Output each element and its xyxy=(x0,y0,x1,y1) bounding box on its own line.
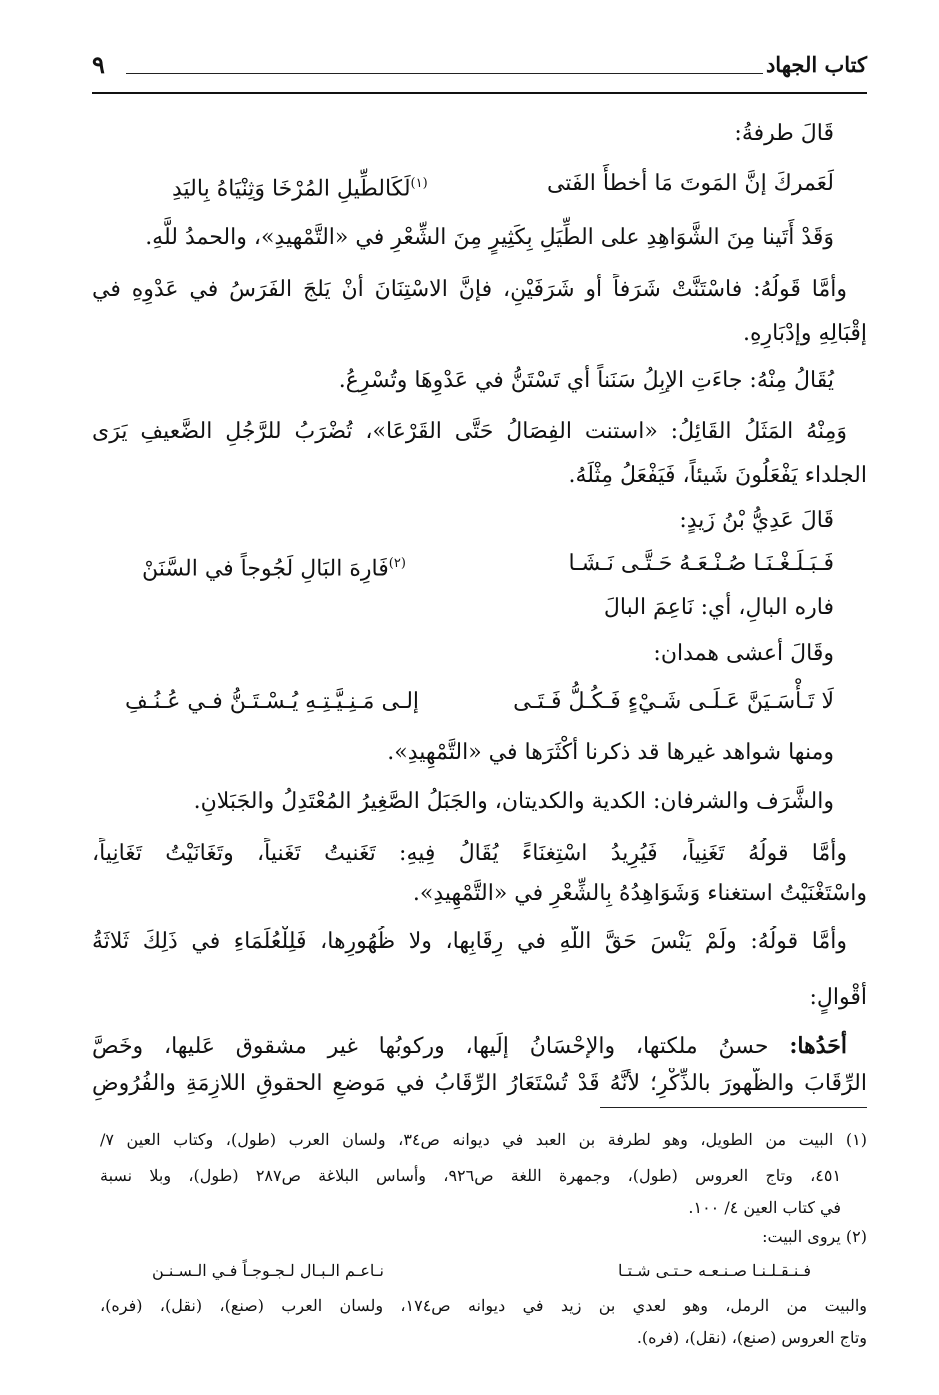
text-line: الجلداء يَفْعَلُونَ شَيئاً، فَيَفْعَلُ مِثْلَهُ. xyxy=(568,463,867,488)
text-line: أقْوالٍ: xyxy=(809,985,867,1010)
text-line: قَالَ عَدِيُّ بْنُ زَيدٍ: xyxy=(679,508,834,533)
enumeration-label: أحَدُها: xyxy=(789,1033,847,1059)
footnote-separator xyxy=(600,1107,867,1108)
text-line: فاره البالِ، أي: نَاعِمَ البالَ xyxy=(603,595,834,620)
header-dash-rule xyxy=(126,73,763,74)
text-line: أحَدُها: حسنُ ملكتها، والإحْسَانُ إلَيها، وركوبُها غير مشقوق عَليها، وخَصَّ xyxy=(92,1033,847,1059)
text-line: إقْبَالِهِ وإدْبَارِهِ. xyxy=(743,321,867,346)
footnote-verse-second-hemistich: نـاعـم الـبـال لـجـوجـاً فـي الـسـنـن xyxy=(152,1261,384,1280)
text-line: وَقَدْ أَتَينا مِنَ الشَّوَاهِدِ على الطِّيَلِ بِكَثِيرٍ مِنَ الشِّعْرِ في «التَّمْهيدِ»، والحمدُ للَّهِ. xyxy=(145,225,834,250)
verse-3-second-hemistich: إلـى مَـنِـيَّـتِـهِ يُـسْـتَـنُّ فـي عُـنُـفِ xyxy=(125,689,420,714)
footnote-line: (١) البيت من الطويل، وهو لطرفة بن العبد في ديوانه ص٣٤، ولسان العرب (طول)، وكتاب العين ٧/ xyxy=(100,1130,867,1149)
text-line: وقَالَ أعشى همدان: xyxy=(653,641,834,666)
book-title: كتاب الجهاد xyxy=(765,52,867,77)
verse-1-second-hemistich: $^{(١)}$لَكَالطِّيلِ المُرْخَا وَثِنْيَاهُ بِاليَدِ xyxy=(172,176,428,202)
header-divider xyxy=(92,92,867,94)
verse-1-first-hemistich: لَعَمركَ إنَّ المَوتَ مَا أخطأَ الفَتى xyxy=(546,171,834,196)
text-line: وأمَّا قولُهُ تَغَنِياً، فَيُرِيدُ اسْتِغنَاءً يُقَالُ فِيهِ: تَغَنيتُ تَغَنياً، وتَغَانَيْتُ تَغَانِياً، xyxy=(92,841,847,866)
text-line: الرِّقَابَ والظُّهورَ بالذِّكْرِ؛ لأنَّهُ قَدْ تُسْتَعَارُ الرِّقَابُ في مَوضعِ الحقوقِ اللازِمَةِ والفُرُوضِ xyxy=(92,1071,867,1096)
footnote-ref-1: (١) xyxy=(410,176,428,191)
footnote-verse-first-hemistich: فـنـقـلـنـا صـنـعـه حـتـى شـتـا xyxy=(618,1261,811,1280)
text-line: وأمَّا قَولُهُ: فاسْتَنَّتْ شَرَفاً أو شَرَفَيْنِ، فإنَّ الاسْتِنَانَ أنْ يَلجَ الفَرَسُ في عَدْوِهِ في xyxy=(92,277,847,302)
footnote-line: ٤٥١، وتاج العروس (طول)، وجمهرة اللغة ص٩٢٦، وأساس البلاغة ص٢٨٧ (طول)، وبلا نسبة xyxy=(100,1166,841,1185)
text-line: ومنها شواهد غيرها قد ذكرنا أكْثَرَها في «التَّمْهِيدِ». xyxy=(387,740,834,765)
text-line: وأمَّا قولُهُ: ولَمْ يَنْسَ حَقَّ اللَّهِ في رِقَابِها، ولا ظُهُورِها، فَلِلْعُلَمَاءِ في ذَلِكَ ثَلاثَةُ xyxy=(92,929,847,954)
footnote-line: وتاج العروس (صنع)، (نقل)، (فره). xyxy=(636,1328,867,1347)
verse-2-second-hemistich: $^{(٢)}$فَارِهَ البَالِ لَجُوجاً في السَّنَنْ xyxy=(142,556,406,582)
footnote-line: والبيت من الرمل، وهو لعدي بن زيد في ديوانه ص١٧٤، ولسان العرب (صنع)، (نقل)، (فره)، xyxy=(100,1296,867,1315)
text-line: وَمِنْهُ المَثَلُ القَائِلُ: «استنت الفِصَالُ حَتَّى القَرْعَا»، تُضْرَبُ للرَّجُلِ الضَّعيفِ يَرَى xyxy=(92,419,847,444)
footnote-line: في كتاب العين ٤/ ١٠٠. xyxy=(688,1198,841,1217)
verse-2-first-hemistich: فَـبَـلَـغْـنَـا صُـنْـعَـهُ حَـتَّـى نَـشَـا xyxy=(568,551,834,576)
text-line: والشَّرَف والشرفان: الكدية والكديتان، والجَبَلُ الصَّغِيرُ المُعْتَدِلُ والجَبَلانِ. xyxy=(193,789,834,814)
text-line: يُقَالُ مِنْهُ: جاءَتِ الإبِلُ سَنَناً أي تَسْتَنُّ في عَدْوِهَا وتُسْرِعُ. xyxy=(338,368,834,393)
running-head xyxy=(92,46,867,92)
page-number: ٩ xyxy=(92,50,105,79)
text-line: قَالَ طرفةُ: xyxy=(734,121,834,146)
text-line: واسْتَغْنَيْتُ استغناء وَشَوَاهِدُهُ بِالشِّعْرِ في «التَّمْهِيدِ». xyxy=(412,881,867,906)
footnote-line: (٢) يروى البيت: xyxy=(762,1227,867,1246)
footnote-ref-2: (٢) xyxy=(388,556,406,571)
verse-3-first-hemistich: لَا تَـأْسَـيَنَّ عَـلَـى شَـيْءٍ فَـكُـلُّ فَـتَـى xyxy=(513,689,834,714)
